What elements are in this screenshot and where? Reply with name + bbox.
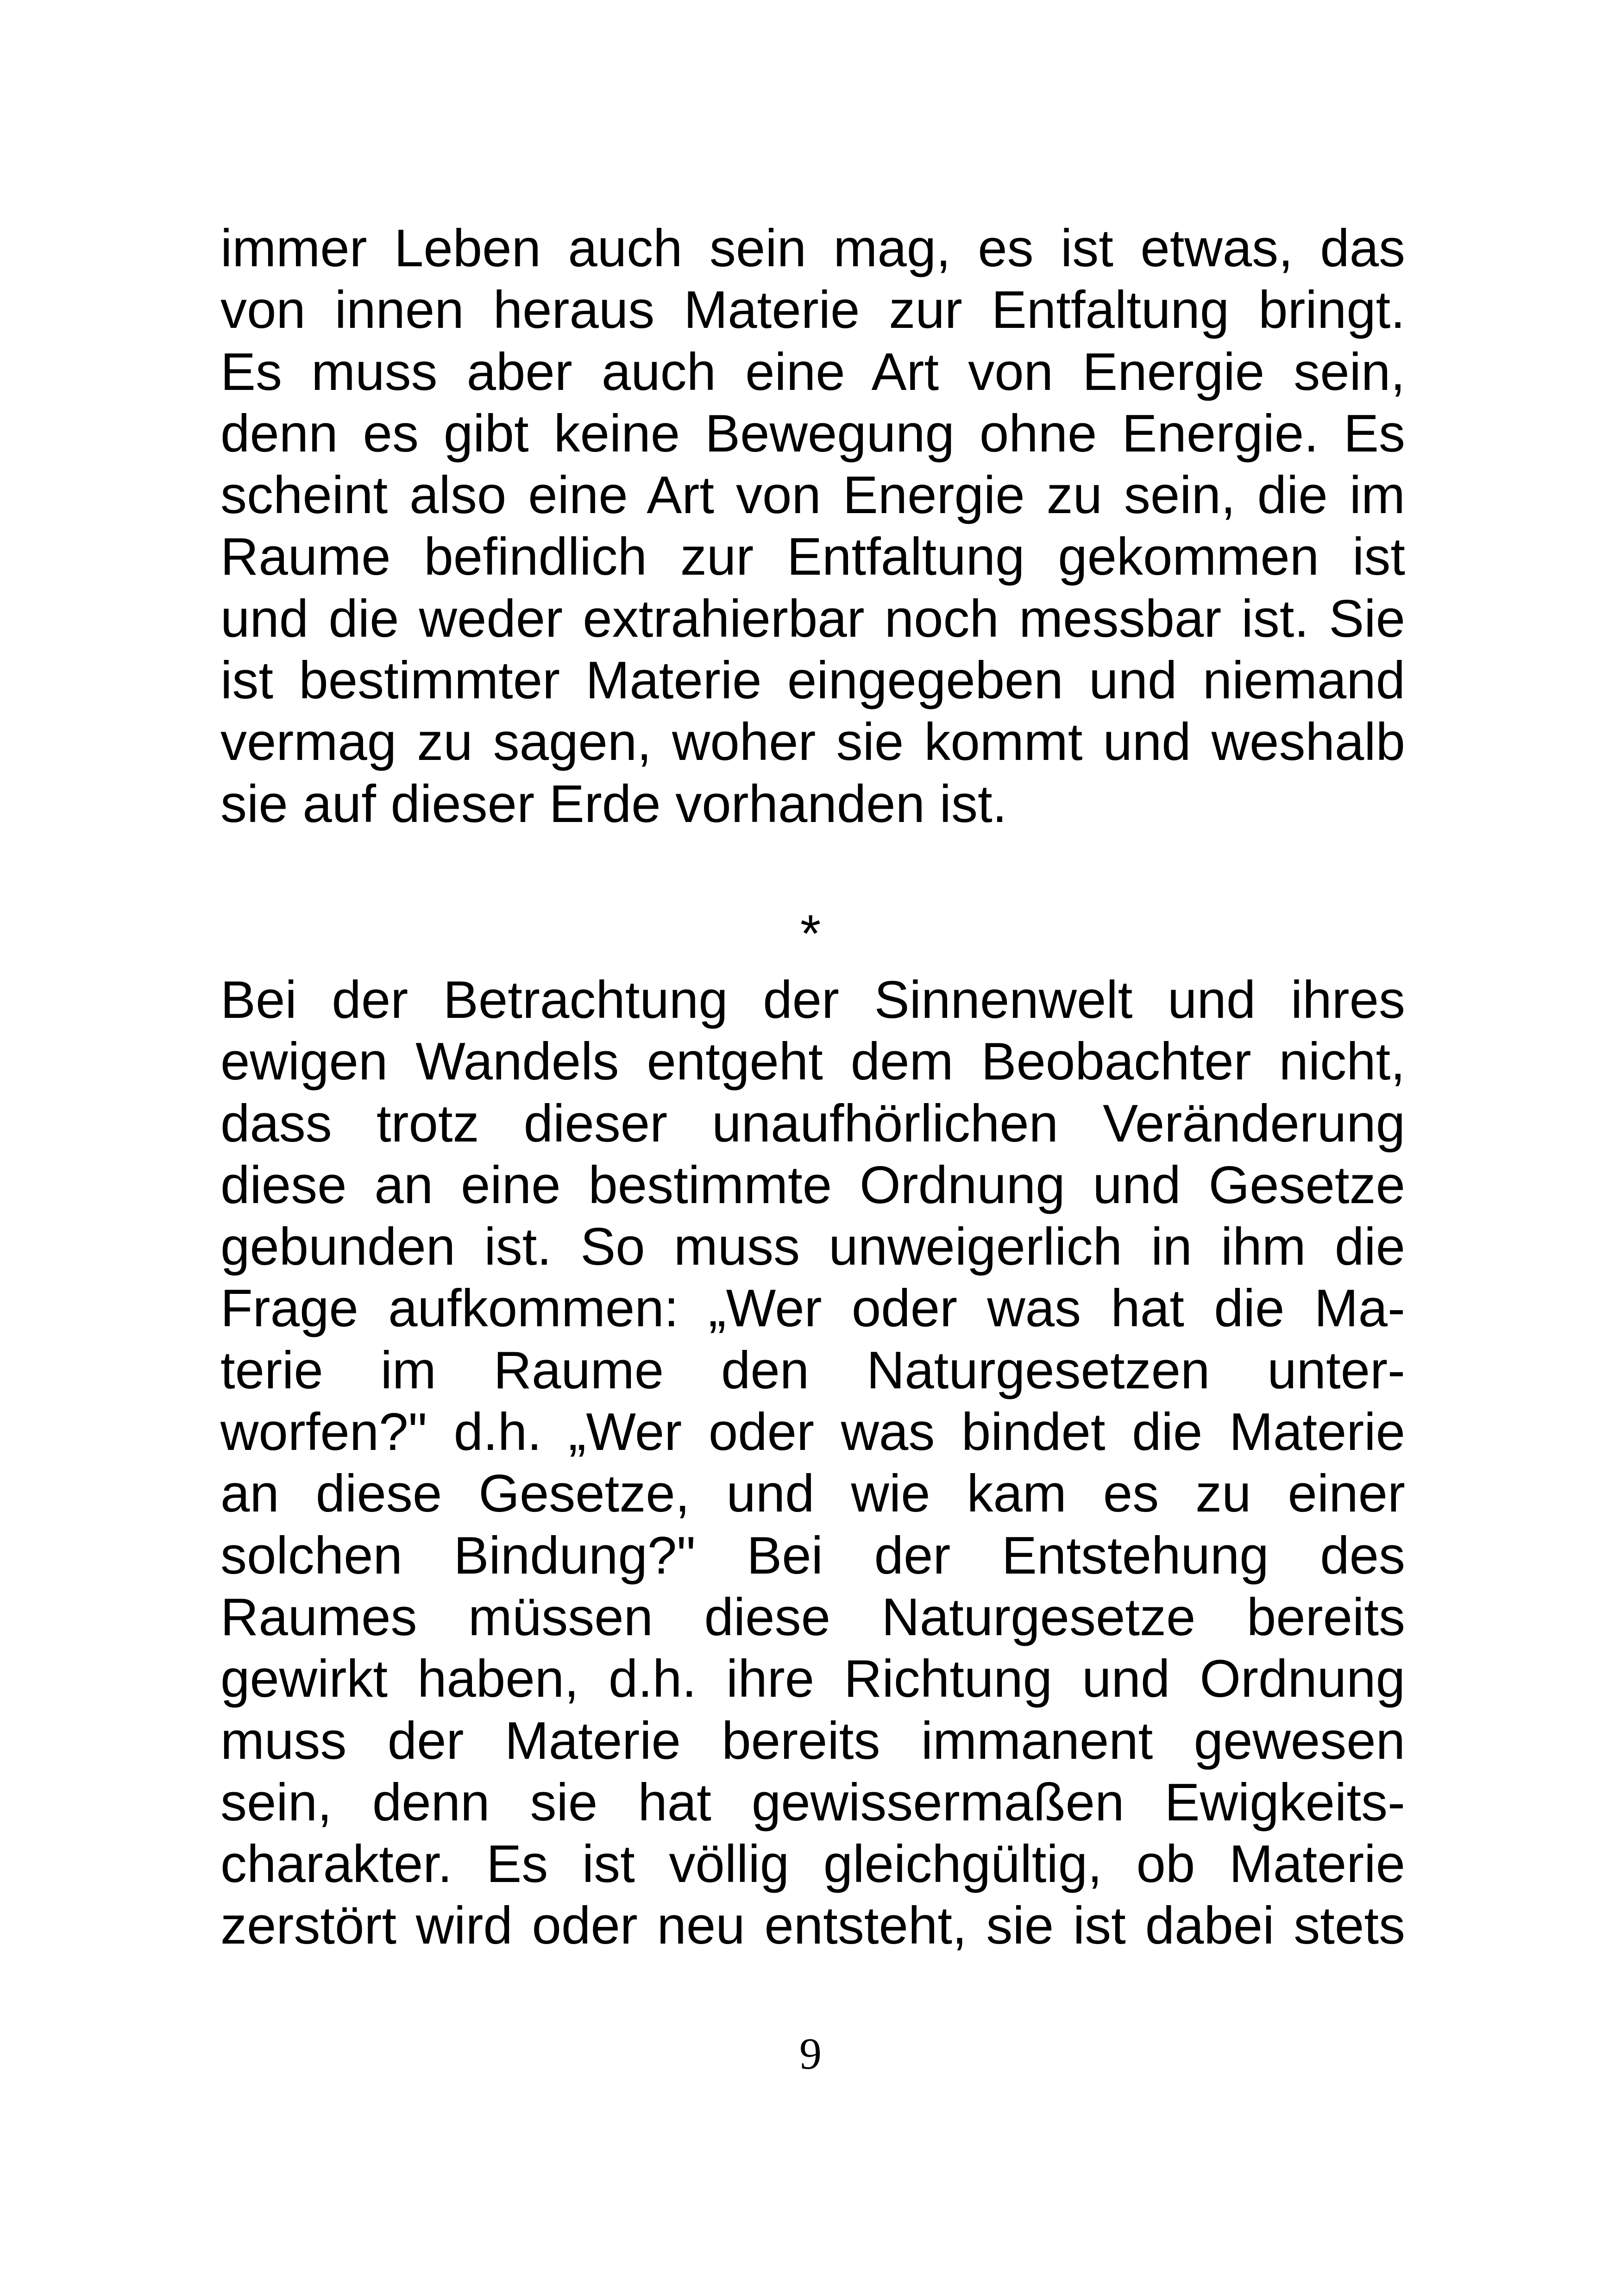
text-line: und die weder extrahierbar noch messbar ist. Sie [220, 589, 1405, 648]
text-line: sie auf dieser Erde vorhanden ist. [220, 774, 1007, 834]
text-line: dass trotz dieser unaufhörlichen Veränderung [220, 1094, 1405, 1153]
text-line: Raume befindlich zur Entfaltung gekommen ist [220, 527, 1405, 587]
text-line: sein, denn sie hat gewissermaßen Ewigkeits- [220, 1773, 1405, 1832]
text-line: terie im Raume den Naturgesetzen unter- [220, 1341, 1405, 1400]
text-line: vermag zu sagen, woher sie kommt und weshalb [220, 713, 1405, 772]
text-line: zerstört wird oder neu entsteht, sie ist dabei stets [220, 1896, 1405, 1956]
text-line: muss der Materie bereits immanent gewesen [220, 1711, 1405, 1770]
text-line: denn es gibt keine Bewegung ohne Energie. Es [220, 404, 1405, 463]
page-number: 9 [799, 2029, 822, 2078]
text-line: gewirkt haben, d.h. ihre Richtung und Ordnung [220, 1650, 1405, 1709]
text-line: Frage aufkommen: „Wer oder was hat die Ma- [220, 1279, 1405, 1338]
text-line: Bei der Betrachtung der Sinnenwelt und ihres [220, 971, 1405, 1029]
text-line: immer Leben auch sein mag, es ist etwas, das [220, 219, 1405, 278]
paragraph-1 [220, 218, 1405, 835]
text-line: gebunden ist. So muss unweigerlich in ihm die [220, 1217, 1405, 1277]
text-line: solchen Bindung?" Bei der Entstehung des [220, 1526, 1405, 1585]
text-line: Es muss aber auch eine Art von Energie sein, [220, 342, 1405, 401]
text-line: scheint also eine Art von Energie zu sein, die im [220, 466, 1405, 525]
text-line: an diese Gesetze, und wie kam es zu einer [220, 1464, 1405, 1524]
section-separator: * [800, 904, 821, 963]
text-line: worfen?" d.h. „Wer oder was bindet die Materie [220, 1403, 1405, 1462]
text-line: Raumes müssen diese Naturgesetze bereits [220, 1587, 1405, 1647]
text-line: von innen heraus Materie zur Entfaltung bringt. [220, 281, 1405, 340]
text-line: diese an eine bestimmte Ordnung und Gesetze [220, 1155, 1405, 1215]
text-line: ewigen Wandels entgeht dem Beobachter nicht, [220, 1032, 1405, 1092]
text-line: ist bestimmter Materie eingegeben und niemand [220, 651, 1405, 710]
text-line: charakter. Es ist völlig gleichgültig, ob Materie [220, 1835, 1405, 1894]
paragraph-2 [220, 969, 1405, 1957]
